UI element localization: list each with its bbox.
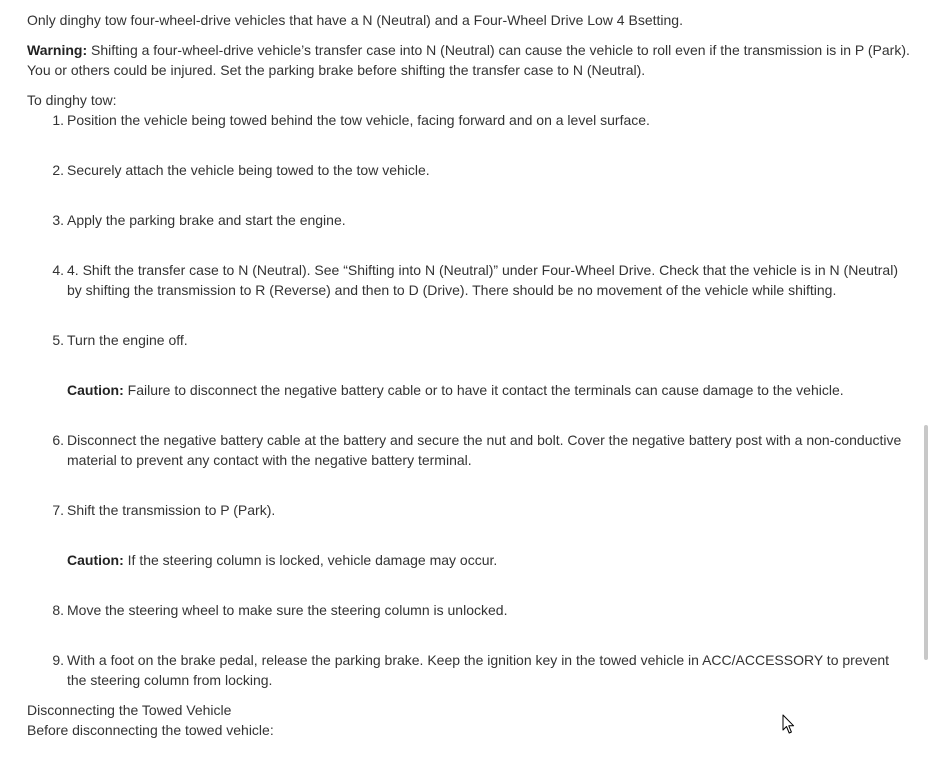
step-text: Turn the engine off. <box>67 332 188 348</box>
step-number: 3. <box>52 212 64 228</box>
step-number: 5. <box>52 332 64 348</box>
vertical-scrollbar[interactable] <box>922 0 928 774</box>
mouse-pointer-icon <box>782 714 796 735</box>
step-7 <box>27 500 912 570</box>
step-6 <box>27 430 912 470</box>
step-text: Apply the parking brake and start the engine. <box>67 212 346 228</box>
step-number: 2. <box>52 162 64 178</box>
step-4 <box>27 260 912 300</box>
step-text: With a foot on the brake pedal, release the parking brake. Keep the ignition key in the towed vehicle in ACC/ACCESSORY to prevent the steering column from locking. <box>67 652 890 688</box>
caution-text: If the steering column is locked, vehicle damage may occur. <box>123 552 498 568</box>
step-text: Disconnect the negative battery cable at the battery and secure the nut and bolt. Cover the negative battery post with a non-conductive material to prevent any contact with the negative battery terminal. <box>67 432 902 468</box>
caution-note <box>67 550 912 570</box>
caution-label: Caution: <box>67 552 124 568</box>
step-number: 6. <box>52 432 64 448</box>
step-text: Shift the transmission to P (Park). <box>67 502 276 518</box>
caution-label: Caution: <box>67 382 124 398</box>
step-9 <box>27 650 912 690</box>
step-text: Securely attach the vehicle being towed to the tow vehicle. <box>67 162 430 178</box>
disconnect-heading: Disconnecting the Towed Vehicle <box>27 702 232 718</box>
steps-list <box>27 110 912 690</box>
manual-content <box>27 10 912 740</box>
step-number: 1. <box>52 112 64 128</box>
warning-text: Shifting a four-wheel-drive vehicle’s transfer case into N (Neutral) can cause the vehicle to roll even if the transmission is in P (Park). You or others could be injured. Set the parking brake before shifting the transfer case to N (Neutral). <box>27 42 910 78</box>
intro-text: Only dinghy tow four-wheel-drive vehicles that have a N (Neutral) and a Four-Wheel Drive Low 4 Bsetting. <box>27 12 683 28</box>
step-5 <box>27 330 912 400</box>
step-number: 7. <box>52 502 64 518</box>
caution-text: Failure to disconnect the negative battery cable or to have it contact the terminals can cause damage to the vehicle. <box>123 382 844 398</box>
warning-note <box>27 40 912 80</box>
warning-label: Warning: <box>27 42 88 58</box>
step-text: Position the vehicle being towed behind the tow vehicle, facing forward and on a level surface. <box>67 112 650 128</box>
step-number: 4. <box>52 262 64 278</box>
step-2 <box>27 160 912 180</box>
step-text: Move the steering wheel to make sure the steering column is unlocked. <box>67 602 508 618</box>
step-8 <box>27 600 912 620</box>
step-number: 8. <box>52 602 64 618</box>
disconnect-intro: Before disconnecting the towed vehicle: <box>27 722 274 738</box>
step-number: 9. <box>52 652 64 668</box>
step-text: 4. Shift the transfer case to N (Neutral). See “Shifting into N (Neutral)” under Four-Wheel Drive. Check that the vehicle is in N (Neutral) by shifting the transmission to R (Reverse) and then to D (Drive). There should be no movement of the vehicle while shifting. <box>67 262 898 298</box>
step-3 <box>27 210 912 230</box>
step-1 <box>27 110 912 130</box>
scrollbar-thumb[interactable] <box>924 425 928 660</box>
caution-note <box>67 380 912 400</box>
steps-heading: To dinghy tow: <box>27 92 117 108</box>
